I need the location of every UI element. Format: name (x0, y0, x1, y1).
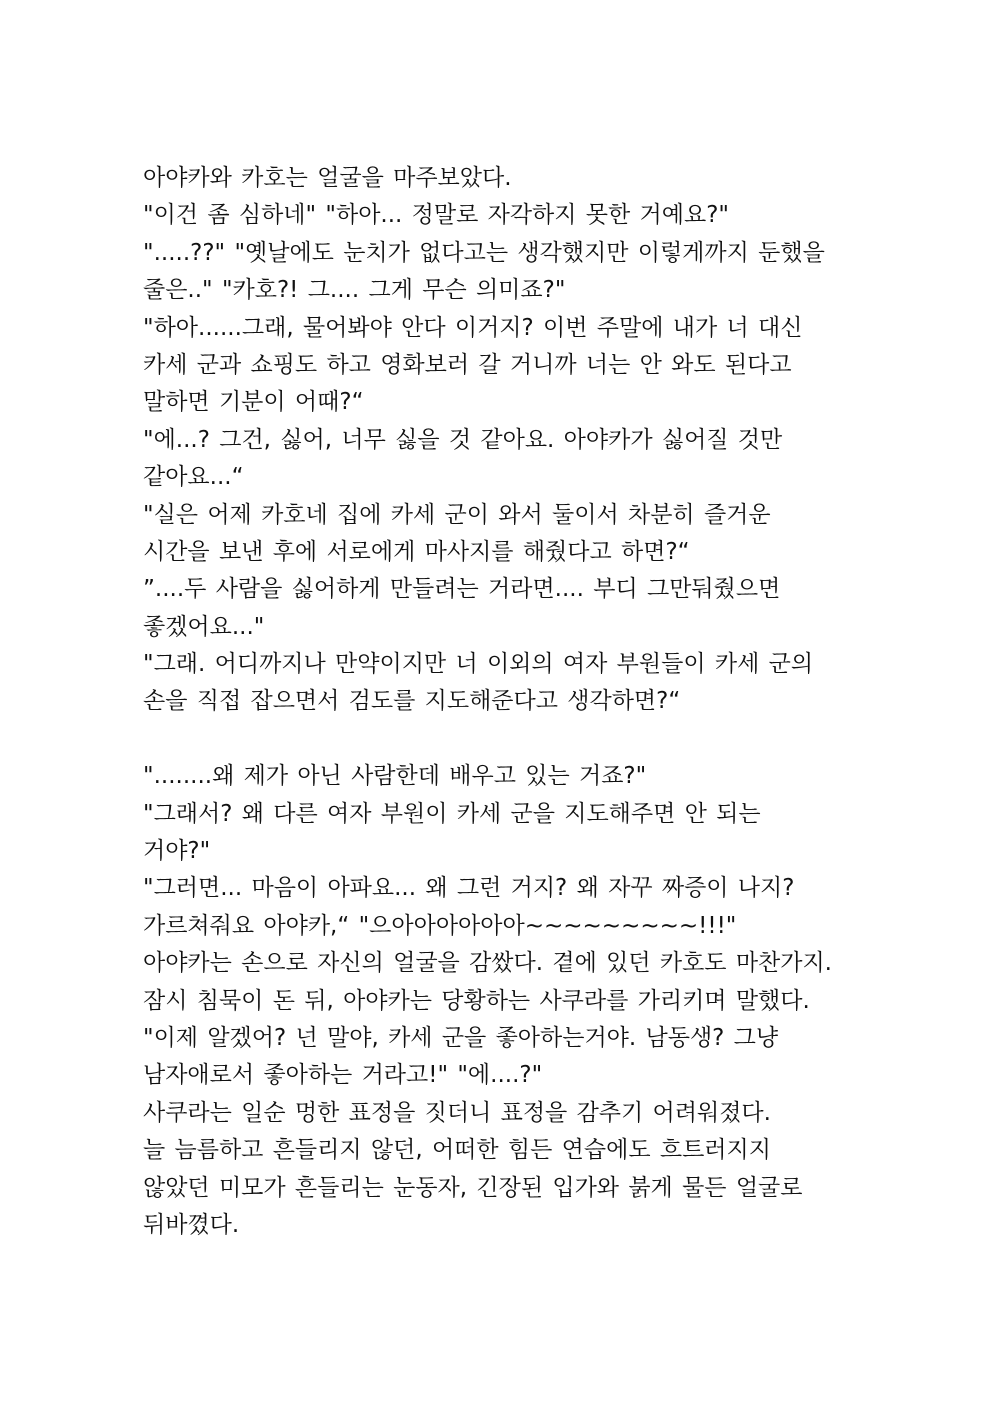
text-line: 시간을 보낸 후에 서로에게 마사지를 해줬다고 하면?“ (143, 538, 690, 565)
text-line: 거야?" (143, 838, 211, 865)
text-line: "하아......그래, 물어봐야 안다 이거지? 이번 주말에 내가 너 대신 (143, 314, 803, 341)
text-line: "이건 좀 심하네" "하아... 정말로 자각하지 못한 거예요?" (143, 202, 729, 229)
blank-line (143, 721, 863, 758)
text-line: "실은 어제 카호네 집에 카세 군이 와서 둘이서 차분히 즐거운 (143, 501, 771, 528)
text-line: 남자애로서 좋아하는 거라고!" "에....?" (143, 1062, 543, 1089)
text-line: 않았던 미모가 흔들리는 눈동자, 긴장된 입가와 붉게 물든 얼굴로 (143, 1174, 803, 1201)
text-line: 손을 직접 잡으면서 검도를 지도해준다고 생각하면?“ (143, 688, 681, 715)
text-line: 말하면 기분이 어때?“ (143, 389, 364, 416)
text-line: "에...? 그건, 싫어, 너무 싫을 것 같아요. 아야카가 싫어질 것만 (143, 426, 783, 453)
text-line: "그래. 어디까지나 만약이지만 너 이외의 여자 부원들이 카세 군의 (143, 651, 814, 678)
text-line: "그러면... 마음이 아파요... 왜 그런 거지? 왜 자꾸 짜증이 나지? (143, 875, 795, 902)
text-line: "........왜 제가 아닌 사람한데 배우고 있는 거죠?" (143, 763, 647, 790)
text-line: ”....두 사람을 싫어하게 만들려는 거라면.... 부디 그만둬줬으면 (143, 576, 781, 603)
text-line: "이제 알겠어? 넌 말야, 카세 군을 좋아하는거야. 남동생? 그냥 (143, 1024, 779, 1051)
text-line: 뒤바꼈다. (143, 1211, 240, 1238)
text-line: 늘 늠름하고 흔들리지 않던, 어떠한 힘든 연습에도 흐트러지지 (143, 1137, 771, 1164)
text-line: 잠시 침묵이 돈 뒤, 아야카는 당황하는 사쿠라를 가리키며 말했다. (143, 987, 810, 1014)
text-line: 아야카와 카호는 얼굴을 마주보았다. (143, 165, 512, 191)
text-line: 가르쳐줘요 아야카,“ "으아아아아아아~~~~~~~~~!!!" (143, 912, 737, 939)
text-line: 같아요...“ (143, 464, 244, 491)
text-line: 사쿠라는 일순 멍한 표정을 짓더니 표정을 감추기 어려워졌다. (143, 1099, 771, 1126)
text-line: ".....??" "옛날에도 눈치가 없다고는 생각했지만 이렇게까지 둔했을 (143, 239, 825, 266)
text-line: 좋겠어요..." (143, 613, 265, 640)
text-line: "그래서? 왜 다른 여자 부원이 카세 군을 지도해주면 안 되는 (143, 800, 761, 827)
body-text (143, 160, 863, 1244)
text-line: 줄은.." "카호?! 그.... 그게 무슨 의미죠?" (143, 277, 566, 304)
text-line: 카세 군과 쇼핑도 하고 영화보러 갈 거니까 너는 안 와도 된다고 (143, 351, 792, 378)
text-line: 아야카는 손으로 자신의 얼굴을 감쌌다. 곁에 있던 카호도 마찬가지. (143, 950, 832, 977)
